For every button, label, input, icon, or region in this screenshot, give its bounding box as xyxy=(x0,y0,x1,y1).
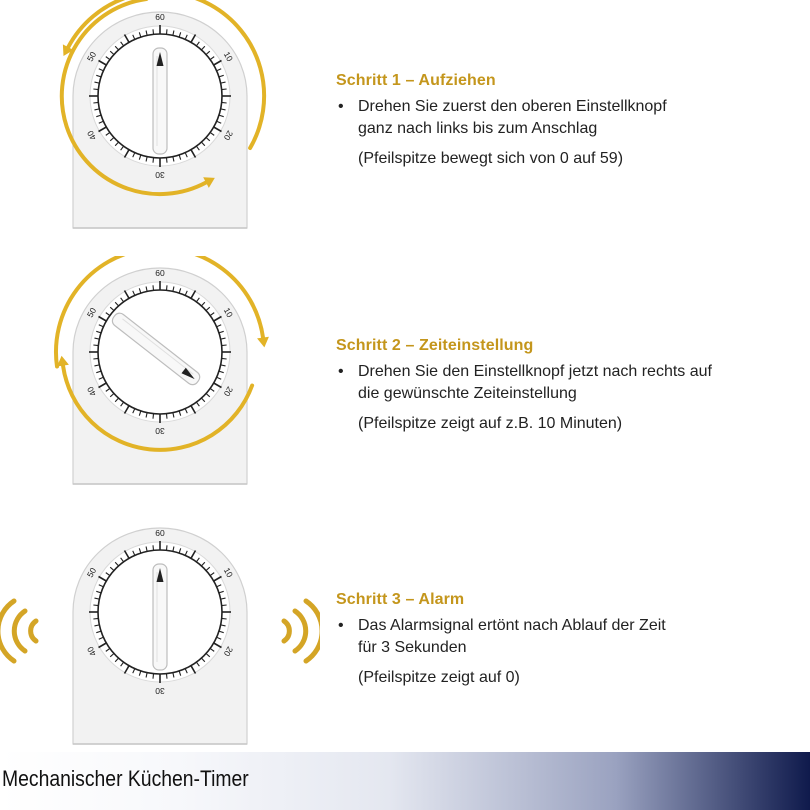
dial-number-label: 60 xyxy=(155,528,165,538)
step-1 xyxy=(336,72,776,170)
footer-title: Mechanischer Küchen-Timer xyxy=(2,766,249,791)
bullet-line: Drehen Sie zuerst den oberen Einstellknopf xyxy=(358,98,667,115)
step-bullet xyxy=(336,96,776,140)
dial-number-label: 60 xyxy=(155,268,165,278)
bullet-line: Drehen Sie den Einstellknopf jetzt nach rechts auf xyxy=(358,363,712,380)
bullet-line: ganz nach links bis zum Anschlag xyxy=(358,120,598,137)
dial-number-label: 10 xyxy=(221,305,236,320)
timer-step1-image xyxy=(0,0,330,250)
sound-waves-left-icon xyxy=(0,596,44,666)
dial-number-label: 60 xyxy=(155,12,165,22)
step-bullet-text xyxy=(358,615,666,659)
step-title: Schritt 3 – Alarm xyxy=(336,591,465,608)
step-note: (Pfeilspitze zeigt auf 0) xyxy=(358,669,520,686)
step-title: Schritt 2 – Zeiteinstellung xyxy=(336,337,534,354)
dial-number-label: 20 xyxy=(221,384,236,399)
step-bullet-text xyxy=(358,361,712,405)
dial-number-label: 30 xyxy=(155,686,165,696)
dial-number-label: 50 xyxy=(84,565,99,580)
bullet-icon: • xyxy=(338,363,344,380)
dial-number-label: 30 xyxy=(155,170,165,180)
bullet-line: für 3 Sekunden xyxy=(358,639,467,656)
step-bullet-text xyxy=(358,96,667,140)
step-3 xyxy=(336,591,776,689)
bullet-icon: • xyxy=(338,617,344,634)
step-note: (Pfeilspitze zeigt auf z.B. 10 Minuten) xyxy=(358,415,623,432)
footer-bar xyxy=(0,752,810,810)
timer-step2-image xyxy=(0,256,330,506)
dial-number-label: 40 xyxy=(84,128,99,143)
sound-waves-right-icon xyxy=(276,596,320,666)
dial-number-label: 10 xyxy=(221,565,236,580)
step-bullet xyxy=(336,361,776,405)
step-title: Schritt 1 – Aufziehen xyxy=(336,72,496,89)
dial-number-label: 10 xyxy=(221,49,236,64)
step-2 xyxy=(336,337,776,435)
bullet-line: die gewünschte Zeiteinstellung xyxy=(358,385,577,402)
dial-number-label: 20 xyxy=(221,128,236,143)
bullet-icon: • xyxy=(338,98,344,115)
step-note: (Pfeilspitze bewegt sich von 0 auf 59) xyxy=(358,150,624,167)
dial-number-label: 50 xyxy=(84,49,99,64)
timer-knob xyxy=(153,564,167,670)
dial-number-label: 30 xyxy=(155,426,165,436)
dial-number-label: 50 xyxy=(84,305,99,320)
dial-number-label: 40 xyxy=(84,644,99,659)
dial-number-label: 20 xyxy=(221,644,236,659)
timer-knob xyxy=(153,48,167,154)
dial-number-label: 40 xyxy=(84,384,99,399)
step-bullet xyxy=(336,615,776,659)
bullet-line: Das Alarmsignal ertönt nach Ablauf der Zeit xyxy=(358,617,666,634)
